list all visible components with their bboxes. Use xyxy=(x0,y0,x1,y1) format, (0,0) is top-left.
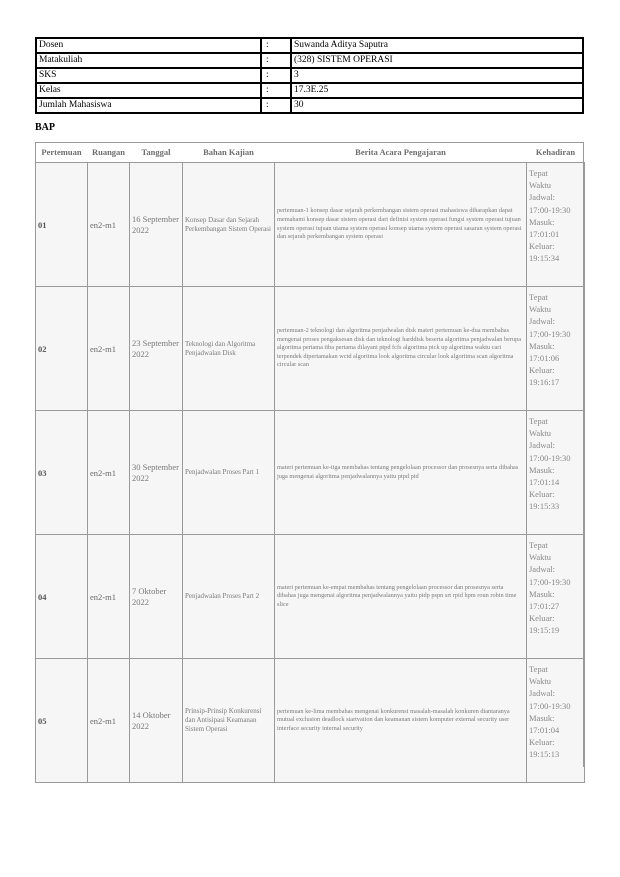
kehadiran-line: Waktu xyxy=(529,552,551,563)
info-row xyxy=(36,98,583,113)
kehadiran-line: 17:00-19:30 xyxy=(529,576,571,587)
info-value: 3 xyxy=(291,68,583,83)
cell-pertemuan: 02 xyxy=(36,287,88,411)
kehadiran-line: 17:01:14 xyxy=(529,477,560,488)
kehadiran-line: 19:15:33 xyxy=(529,501,560,512)
cell-bahan: Teknologi dan Algoritma Penjadwalan Disk xyxy=(183,287,275,411)
kehadiran-line: Keluar: xyxy=(529,737,555,748)
kehadiran-line: Keluar: xyxy=(529,489,555,500)
info-label: Jumlah Mahasiswa xyxy=(36,98,261,113)
kehadiran-line: Jadwal: xyxy=(529,192,555,203)
info-label: Dosen xyxy=(36,38,261,53)
kehadiran-line: Masuk: xyxy=(529,588,555,599)
info-label: Matakuliah xyxy=(36,53,261,68)
cell-ruangan: en2-m1 xyxy=(88,411,130,535)
kehadiran-line: Jadwal: xyxy=(529,688,555,699)
kehadiran-line: 19:15:34 xyxy=(529,253,560,264)
kehadiran-line: 17:00-19:30 xyxy=(529,204,571,215)
cell-berita: materi pertemuan ke-empat membahas tentang pengelolaan processor dan prosesnya serta dibahas juga mengenai algoritma penjadwalannya yaitu pidp pspn srt rpid hpm roun robin time slice xyxy=(275,535,527,659)
kehadiran-line: 17:00-19:30 xyxy=(529,452,571,463)
kehadiran-line: 17:00-19:30 xyxy=(529,328,571,339)
info-row xyxy=(36,53,583,68)
kehadiran-line: Tepat xyxy=(529,664,548,674)
table-row xyxy=(36,287,585,411)
info-separator: : xyxy=(261,83,291,98)
kehadiran-line: Keluar: xyxy=(529,613,555,624)
info-value: 17.3E.25 xyxy=(291,83,583,98)
col-header-ruangan: Ruangan xyxy=(88,142,130,163)
cell-tanggal: 30 September 2022 xyxy=(130,411,183,535)
cell-bahan: Prinsip-Prinsip Konkurensi dan Antisipasi Keamanan Sistem Operasi xyxy=(183,659,275,783)
info-row xyxy=(36,38,583,53)
cell-berita: pertemuan-1 konsep dasar sejarah perkembangan sistem operasi mahasiswa diharapkan dapat memahami konsep dasar sistem operasi dari definisi system operasi fungsi system operasi tujuan system operasi tujuan utama system operasi konsep utama system operasi sasaran system operasi dan sejarah perkembangan system operasi xyxy=(275,163,527,287)
cell-pertemuan: 03 xyxy=(36,411,88,535)
table-header-row xyxy=(36,142,585,163)
cell-berita: pertemuan-2 teknologi dan algoritma penjadwalan disk materi pertemuan ke-dua membahas mengenai proses pengaksesan disk dan teknologi harddisk beserta algoritma penjadwalan berupa algoritma pertama tiba pertama dilayani ptpd fcfs algoritma pick up algoritma waktu cari terpendek dipertamakan wctd algoritma look algoritma circular look algoritma scan algoritma circular scan xyxy=(275,287,527,411)
col-header-kehadiran: Kehadiran xyxy=(527,142,585,163)
kehadiran-line: Tepat xyxy=(529,540,548,550)
kehadiran-line: Tepat xyxy=(529,292,548,302)
table-row xyxy=(36,659,585,783)
cell-bahan: Penjadwalan Proses Part 1 xyxy=(183,411,275,535)
kehadiran-line: 19:16:17 xyxy=(529,377,560,388)
info-row xyxy=(36,83,583,98)
col-header-tanggal: Tanggal xyxy=(130,142,183,163)
kehadiran-line: Waktu xyxy=(529,676,551,687)
cell-bahan: Penjadwalan Proses Part 2 xyxy=(183,535,275,659)
kehadiran-line: 17:00-19:30 xyxy=(529,700,571,711)
kehadiran-line: Masuk: xyxy=(529,340,555,351)
course-info-table xyxy=(35,37,584,114)
cell-ruangan: en2-m1 xyxy=(88,535,130,659)
kehadiran-line: Keluar: xyxy=(529,241,555,252)
bap-table xyxy=(35,142,585,783)
info-separator: : xyxy=(261,68,291,83)
cell-tanggal: 7 Oktober 2022 xyxy=(130,535,183,659)
col-header-berita: Berita Acara Pengajaran xyxy=(275,142,527,163)
cell-pertemuan: 04 xyxy=(36,535,88,659)
kehadiran-line: 19:15:19 xyxy=(529,625,560,636)
kehadiran-line: Jadwal: xyxy=(529,316,555,327)
cell-bahan: Konsep Dasar dan Sejarah Perkembangan Sistem Operasi xyxy=(183,163,275,287)
info-label: Kelas xyxy=(36,83,261,98)
cell-ruangan: en2-m1 xyxy=(88,287,130,411)
cell-kehadiran xyxy=(527,659,585,783)
section-title: BAP xyxy=(35,122,55,133)
col-header-bahan: Bahan Kajian xyxy=(183,142,275,163)
cell-ruangan: en2-m1 xyxy=(88,163,130,287)
col-header-pertemuan: Pertemuan xyxy=(36,142,88,163)
kehadiran-line: Tepat xyxy=(529,168,548,178)
kehadiran-line: Masuk: xyxy=(529,464,555,475)
kehadiran-line: Keluar: xyxy=(529,365,555,376)
cell-pertemuan: 05 xyxy=(36,659,88,783)
cell-kehadiran xyxy=(527,411,585,535)
cell-kehadiran xyxy=(527,287,585,411)
info-label: SKS xyxy=(36,68,261,83)
kehadiran-line: 17:01:06 xyxy=(529,353,560,364)
cell-kehadiran xyxy=(527,535,585,659)
info-separator: : xyxy=(261,53,291,68)
kehadiran-line: Tepat xyxy=(529,416,548,426)
cell-tanggal: 16 September 2022 xyxy=(130,163,183,287)
kehadiran-line: 17:01:04 xyxy=(529,725,560,736)
kehadiran-line: Masuk: xyxy=(529,216,555,227)
kehadiran-line: Jadwal: xyxy=(529,564,555,575)
cell-tanggal: 14 Oktober 2022 xyxy=(130,659,183,783)
cell-kehadiran xyxy=(527,163,585,287)
cell-berita: pertemuan ke-lima membahas mengenai konkurensi masalah-masalah konkuren diantaranya mutual exclusion deadlock startvation dan keamanan sistem komputer external security user interface security internal security xyxy=(275,659,527,783)
table-row xyxy=(36,163,585,287)
kehadiran-line: Jadwal: xyxy=(529,440,555,451)
kehadiran-line: Waktu xyxy=(529,428,551,439)
cell-ruangan: en2-m1 xyxy=(88,659,130,783)
kehadiran-line: 19:15:13 xyxy=(529,749,560,760)
info-row xyxy=(36,68,583,83)
kehadiran-line: 17:01:27 xyxy=(529,601,560,612)
cell-pertemuan: 01 xyxy=(36,163,88,287)
kehadiran-line: Waktu xyxy=(529,180,551,191)
info-value: 30 xyxy=(291,98,583,113)
table-row xyxy=(36,535,585,659)
kehadiran-line: Waktu xyxy=(529,304,551,315)
info-separator: : xyxy=(261,38,291,53)
info-value: Suwanda Aditya Saputra xyxy=(291,38,583,53)
kehadiran-line: Masuk: xyxy=(529,712,555,723)
kehadiran-line: 17:01:01 xyxy=(529,229,560,240)
info-separator: : xyxy=(261,98,291,113)
cell-tanggal: 23 September 2022 xyxy=(130,287,183,411)
info-value: (328) SISTEM OPERASI xyxy=(291,53,583,68)
table-row xyxy=(36,411,585,535)
cell-berita: materi pertemuan ke-tiga membahas tentang pengelolaan processor dan prosesnya serta dibahas juga mengenai algoritma penjadwalannya yaitu ptpd pid xyxy=(275,411,527,535)
